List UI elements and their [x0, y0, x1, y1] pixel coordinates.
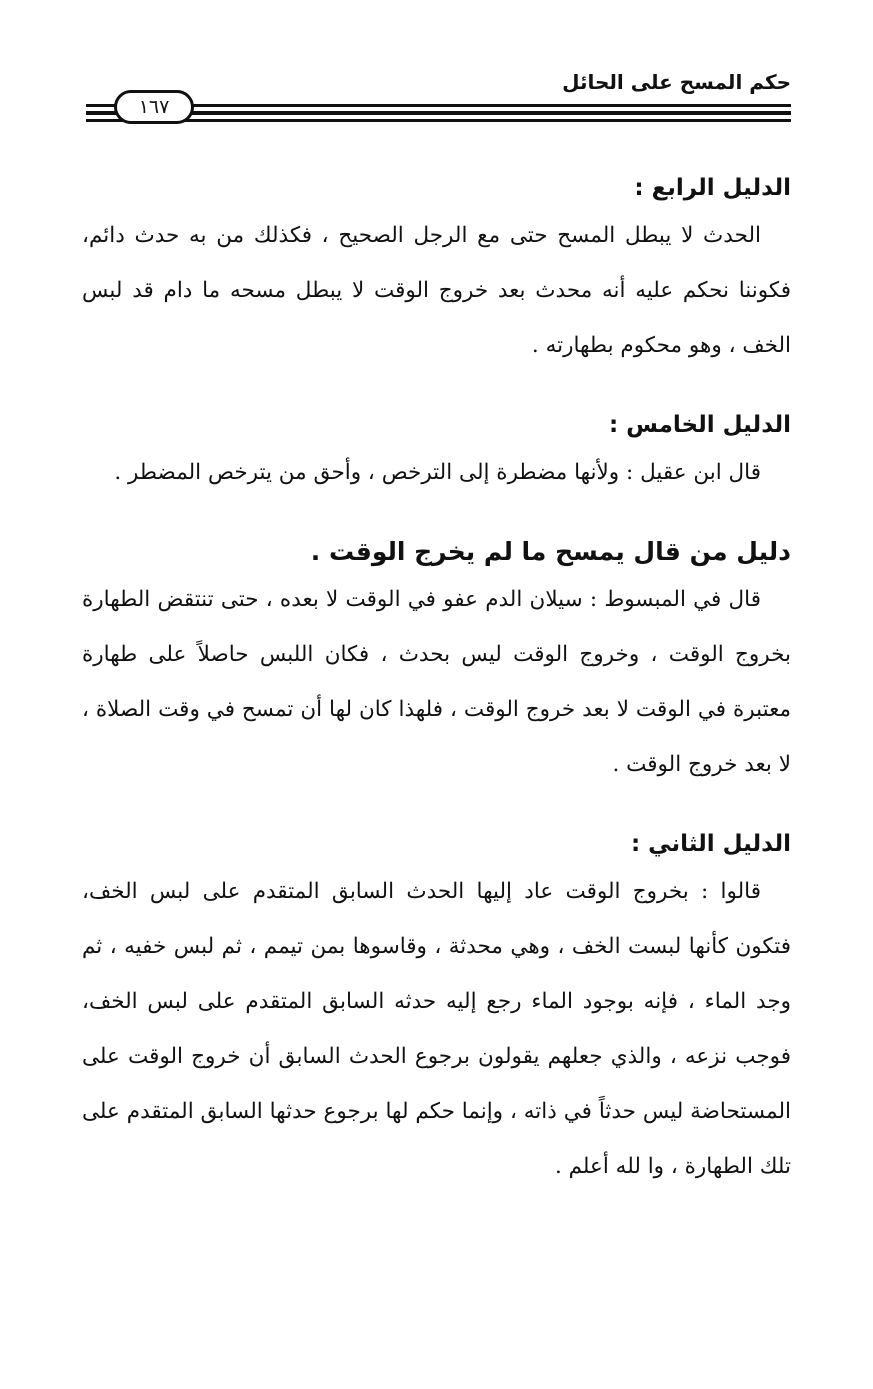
- section-paragraph-fourth-proof: [82, 208, 791, 373]
- section-paragraph-fifth-proof: [82, 445, 791, 500]
- page-number: ١٦٧: [114, 90, 194, 124]
- section-paragraph-time-proof: [82, 572, 791, 792]
- paragraph-text: قالوا : بخروج الوقت عاد إليها الحدث السابق المتقدم على لبس الخف، فتكون كأنها لبست الخف ، وهي محدثة ، وقاسوها بمن تيمم ، ثم لبس خفيه ، ثم وجد الماء ، فإنه بوجود الماء رجع إليه حدثه السابق المتقدم على لبس الخف، فوجب نزعه ، والذي جعلهم يقولون برجوع الحدث السابق أن خروج الوقت على المستحاضة ليس حدثاً في ذاته ، وإنما حكم لها برجوع حدثها السابق المتقدم على تلك الطهارة ، وا لله أعلم .: [82, 879, 791, 1179]
- section-spacer: [82, 792, 791, 824]
- paragraph-text: الحدث لا يبطل المسح حتى مع الرجل الصحيح ، فكذلك من به حدث دائم، فكوننا نحكم عليه أنه محدث بعد خروج الوقت لا يبطل مسحه ما دام قد لبس الخف ، وهو محكوم بطهارته .: [82, 223, 791, 358]
- paragraph-text: قال في المبسوط : سيلان الدم عفو في الوقت لا بعده ، حتى تنتقض الطهارة بخروج الوقت ، وخروج الوقت ليس بحدث ، فكان اللبس حاصلاً على طهارة معتبرة في الوقت لا بعد خروج الوقت ، فلهذا كان لها أن تمسح في وقت الصلاة ، لا بعد خروج الوقت .: [82, 587, 791, 777]
- page-body: [82, 168, 791, 1194]
- paragraph-text: قال ابن عقيل : ولأنها مضطرة إلى الترخص ، وأحق من يترخص المضطر .: [114, 460, 761, 485]
- section-heading-fourth-proof: الدليل الرابع :: [634, 175, 791, 201]
- section-heading-fifth-proof: الدليل الخامس :: [608, 412, 791, 438]
- section-paragraph-second-proof: [82, 864, 791, 1194]
- running-title: حكم المسح على الحائل: [562, 70, 791, 94]
- section-heading-second-proof: الدليل الثاني :: [630, 831, 791, 857]
- header-rule-bottom: [86, 119, 791, 122]
- section-heading-time-proof: دليل من قال يمسح ما لم يخرج الوقت .: [310, 537, 791, 566]
- section-spacer: [82, 500, 791, 532]
- section-spacer: [82, 373, 791, 405]
